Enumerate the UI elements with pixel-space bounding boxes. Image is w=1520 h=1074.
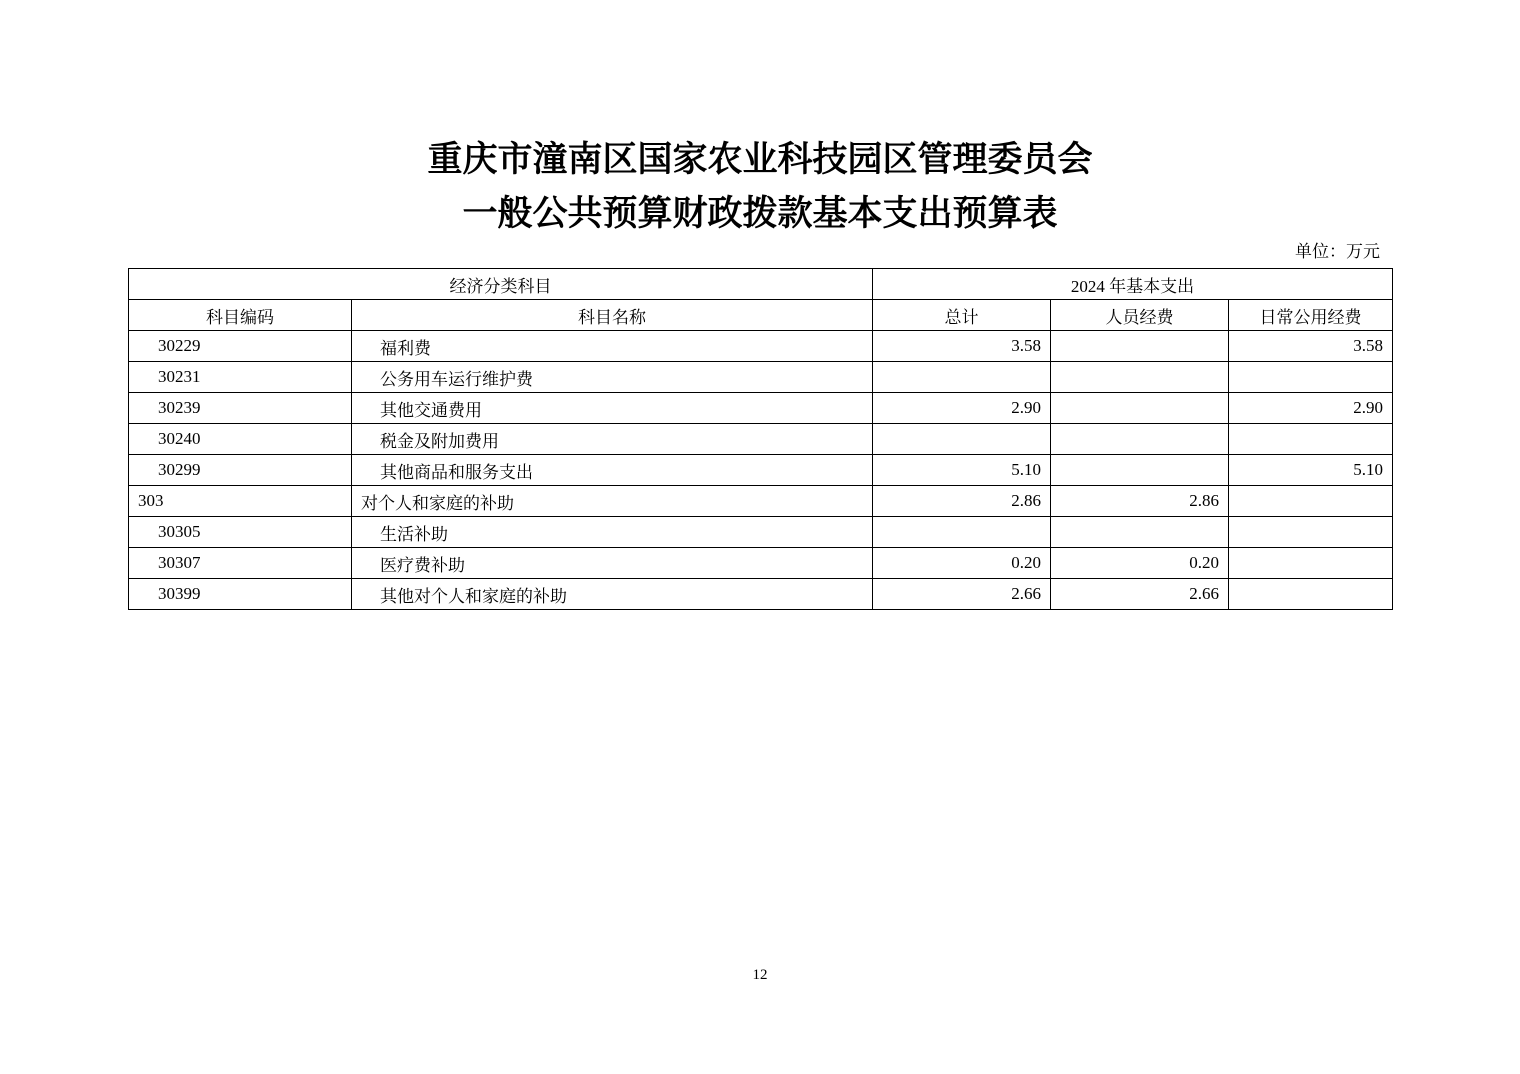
cell-code: 30229 bbox=[129, 331, 352, 362]
cell-code: 30299 bbox=[129, 455, 352, 486]
cell-code: 30399 bbox=[129, 579, 352, 610]
unit-label: 单位：万元 bbox=[1295, 242, 1380, 262]
header-basic-expense: 2024 年基本支出 bbox=[873, 269, 1393, 300]
cell-public: 2.90 bbox=[1229, 393, 1393, 424]
budget-table bbox=[128, 268, 1393, 610]
cell-name: 税金及附加费用 bbox=[352, 424, 873, 455]
table-row bbox=[129, 393, 1393, 424]
page-number: 12 bbox=[752, 967, 768, 983]
table-row bbox=[129, 486, 1393, 517]
cell-public bbox=[1229, 362, 1393, 393]
cell-name: 医疗费补助 bbox=[352, 548, 873, 579]
cell-public: 5.10 bbox=[1229, 455, 1393, 486]
cell-code: 30240 bbox=[129, 424, 352, 455]
group-header-row bbox=[129, 269, 1393, 300]
table-row bbox=[129, 548, 1393, 579]
cell-personnel bbox=[1051, 455, 1229, 486]
cell-total bbox=[873, 362, 1051, 393]
cell-total: 2.66 bbox=[873, 579, 1051, 610]
cell-name: 公务用车运行维护费 bbox=[352, 362, 873, 393]
cell-code: 30305 bbox=[129, 517, 352, 548]
cell-public bbox=[1229, 579, 1393, 610]
cell-name: 福利费 bbox=[352, 331, 873, 362]
header-total: 总计 bbox=[873, 300, 1051, 331]
cell-code: 303 bbox=[129, 486, 352, 517]
cell-total: 2.86 bbox=[873, 486, 1051, 517]
cell-name: 生活补助 bbox=[352, 517, 873, 548]
cell-personnel: 2.66 bbox=[1051, 579, 1229, 610]
cell-personnel: 2.86 bbox=[1051, 486, 1229, 517]
cell-total: 3.58 bbox=[873, 331, 1051, 362]
cell-total bbox=[873, 424, 1051, 455]
cell-code: 30307 bbox=[129, 548, 352, 579]
cell-total: 0.20 bbox=[873, 548, 1051, 579]
cell-public bbox=[1229, 486, 1393, 517]
cell-name: 其他商品和服务支出 bbox=[352, 455, 873, 486]
table-row bbox=[129, 362, 1393, 393]
cell-public: 3.58 bbox=[1229, 331, 1393, 362]
header-code: 科目编码 bbox=[129, 300, 352, 331]
table-row bbox=[129, 331, 1393, 362]
header-econ-class: 经济分类科目 bbox=[129, 269, 873, 300]
cell-total: 5.10 bbox=[873, 455, 1051, 486]
cell-public bbox=[1229, 548, 1393, 579]
table-row bbox=[129, 517, 1393, 548]
cell-total: 2.90 bbox=[873, 393, 1051, 424]
cell-personnel bbox=[1051, 517, 1229, 548]
cell-code: 30231 bbox=[129, 362, 352, 393]
column-header-row bbox=[129, 300, 1393, 331]
cell-personnel bbox=[1051, 362, 1229, 393]
page-title-line1: 重庆市潼南区国家农业科技园区管理委员会 bbox=[427, 139, 1093, 180]
header-name: 科目名称 bbox=[352, 300, 873, 331]
page-title-line2: 一般公共预算财政拨款基本支出预算表 bbox=[462, 193, 1058, 234]
cell-personnel bbox=[1051, 331, 1229, 362]
cell-name: 对个人和家庭的补助 bbox=[352, 486, 873, 517]
cell-personnel bbox=[1051, 393, 1229, 424]
cell-public bbox=[1229, 517, 1393, 548]
table-row bbox=[129, 455, 1393, 486]
cell-personnel bbox=[1051, 424, 1229, 455]
cell-public bbox=[1229, 424, 1393, 455]
table-row bbox=[129, 424, 1393, 455]
cell-total bbox=[873, 517, 1051, 548]
header-public: 日常公用经费 bbox=[1229, 300, 1393, 331]
cell-personnel: 0.20 bbox=[1051, 548, 1229, 579]
cell-code: 30239 bbox=[129, 393, 352, 424]
table-row bbox=[129, 579, 1393, 610]
cell-name: 其他交通费用 bbox=[352, 393, 873, 424]
cell-name: 其他对个人和家庭的补助 bbox=[352, 579, 873, 610]
header-personnel: 人员经费 bbox=[1051, 300, 1229, 331]
